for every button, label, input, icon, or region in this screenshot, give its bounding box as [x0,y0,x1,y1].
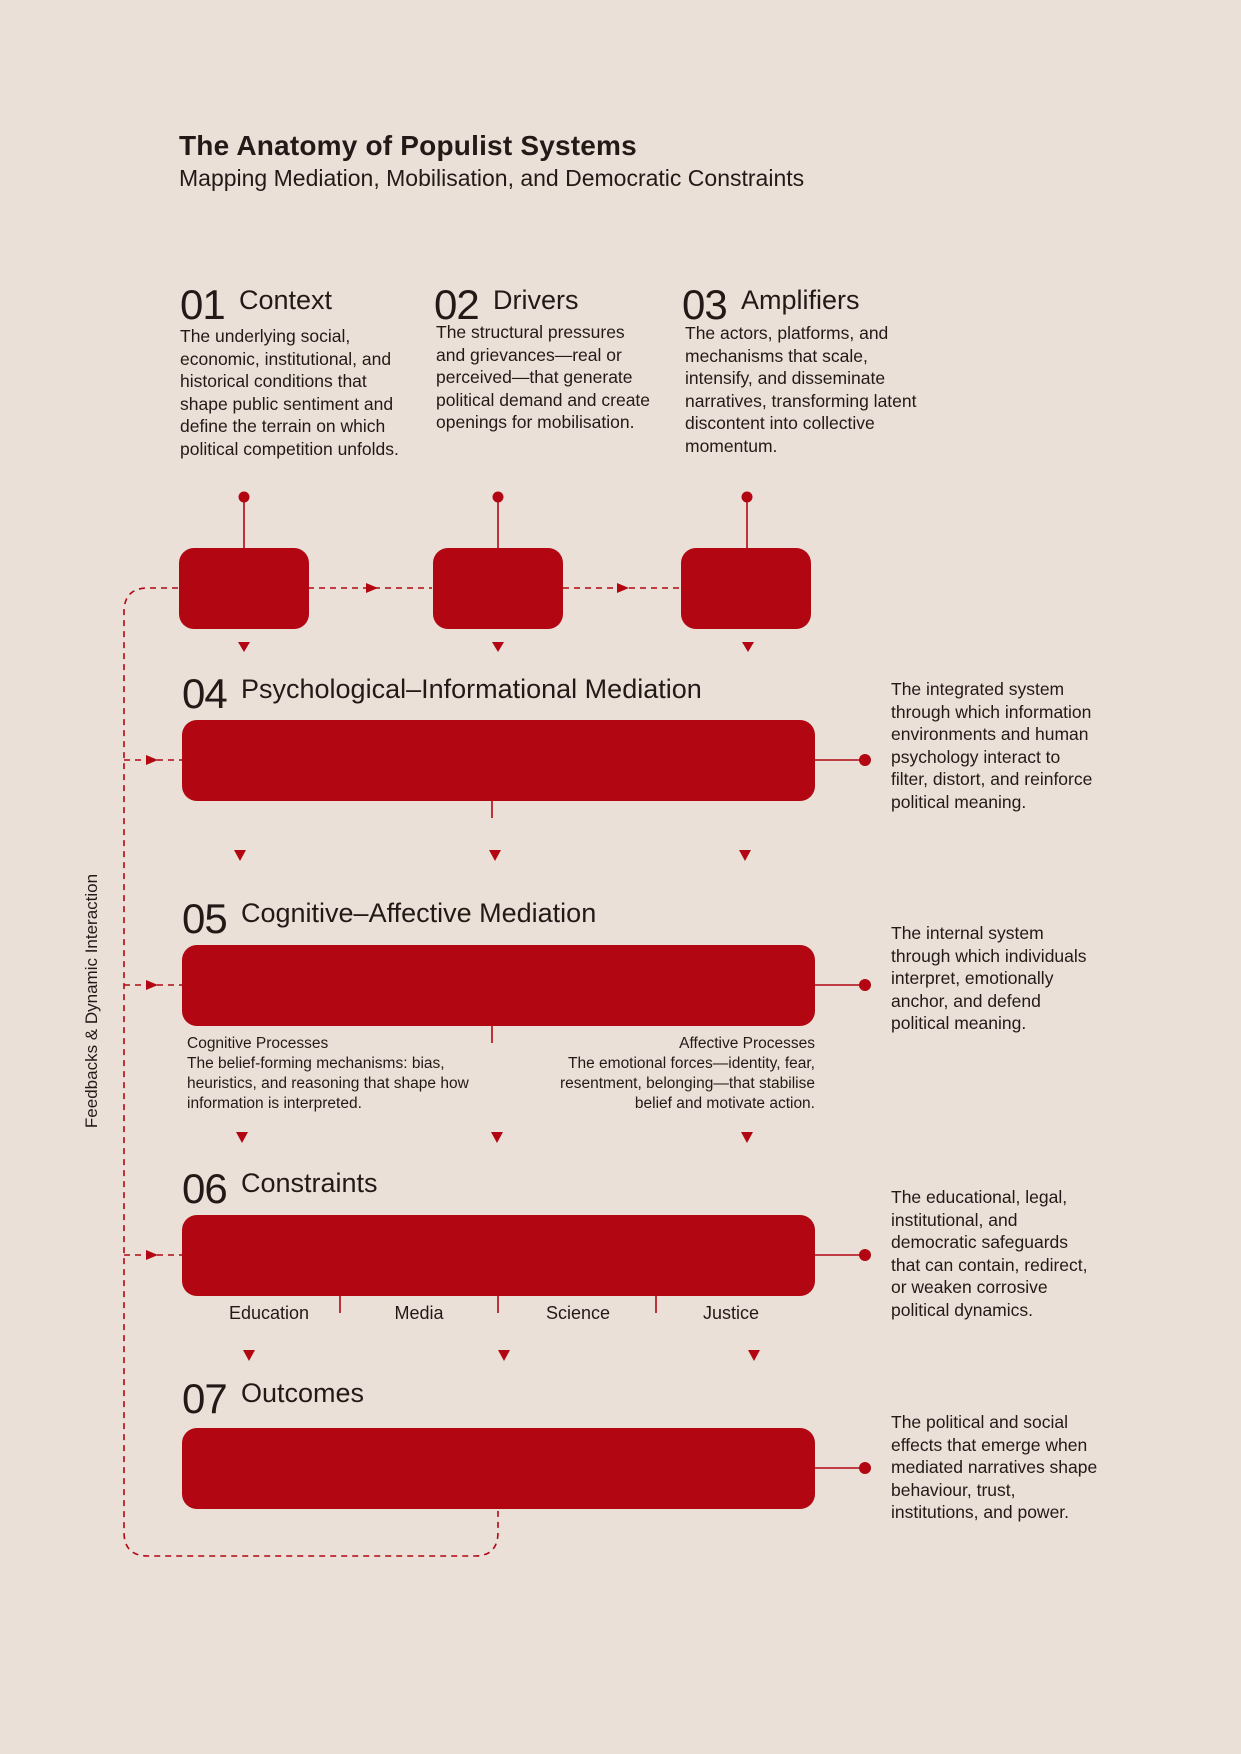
arrow-01-02 [366,583,378,593]
stage-03-box [681,548,811,629]
stage-07-number: 07 [182,1375,227,1422]
stage-01-number: 01 [180,281,225,328]
stage-03-description: The actors, platforms, and mechanisms that scale, intensify, and disseminate narratives, transforming latent discontent into collective momentum. [685,323,917,456]
stage-06-number: 06 [182,1165,227,1212]
stage-03-name: Amplifiers [741,285,860,315]
affective-processes-block [520,1034,815,1114]
constraint-justice: Justice [702,1303,760,1323]
dot-07 [859,1462,871,1474]
dot-04 [859,754,871,766]
stage-05-number: 05 [182,895,227,942]
stage-05-description: The internal system through which individuals interpret, emotionally anchor, and defend political meaning. [891,923,1087,1034]
stage-05-name: Cognitive–Affective Mediation [241,898,597,928]
feedback-side-label: Feedbacks & Dynamic Interaction [82,873,101,1129]
dot-02 [493,492,504,503]
stage-07-name: Outcomes [241,1378,365,1408]
cognitive-processes-title: Cognitive Processes [187,1035,329,1052]
stage-02-description: The structural pressures and grievances—real or perceived—that generate political demand and create openings for mobilisation. [436,322,651,433]
stage-06-description: The educational, legal, institutional, and democratic safeguards that can contain, redirect, or weaken corrosive political dynamics. [891,1187,1088,1320]
stage-03-number: 03 [682,281,727,328]
stage-02-number: 02 [434,281,479,328]
arrow-into-05 [146,980,158,990]
stage-07-description: The political and social effects that emerge when mediated narratives shape behaviour, trust, institutions, and power. [891,1412,1098,1523]
stage-04-box [182,720,815,801]
cognitive-processes-text: The belief-forming mechanisms: bias, heuristics, and reasoning that shape how information is interpreted. [187,1055,469,1112]
stage-07-box [182,1428,815,1509]
stage-01-header [180,281,225,328]
stage-01-box [179,548,309,629]
affective-processes-text: The emotional forces—identity, fear, resentment, belonging—that stabilise belief and motivate action. [559,1055,815,1112]
constraint-media: Media [394,1303,444,1323]
dot-05 [859,979,871,991]
page-title: The Anatomy of Populist Systems [179,130,637,161]
dot-03 [742,492,753,503]
dot-06 [859,1249,871,1261]
stage-06-box [182,1215,815,1296]
constraint-education: Education [228,1303,310,1323]
stage-01-name: Context [239,285,333,315]
stage-01-description: The underlying social, economic, institutional, and historical conditions that shape public sentiment and define the terrain on which political competition unfolds. [180,326,399,459]
page-subtitle: Mapping Mediation, Mobilisation, and Democratic Constraints [179,165,805,191]
arrow-02-03 [617,583,629,593]
stage-04-number: 04 [182,670,227,717]
affective-processes-title: Affective Processes [679,1035,815,1052]
cognitive-processes-block [187,1034,477,1114]
dot-01 [239,492,250,503]
stage-06-name: Constraints [241,1168,378,1198]
stage-02-box [433,548,563,629]
arrow-into-04 [146,755,158,765]
arrow-into-06 [146,1250,158,1260]
stage-04-description: The integrated system through which information environments and human psychology interact to filter, distort, and reinforce political meaning. [891,679,1093,812]
stage-02-name: Drivers [493,285,579,315]
constraint-science: Science [545,1303,611,1323]
stage-04-name: Psychological–Informational Mediation [241,674,702,704]
stage-05-box [182,945,815,1026]
